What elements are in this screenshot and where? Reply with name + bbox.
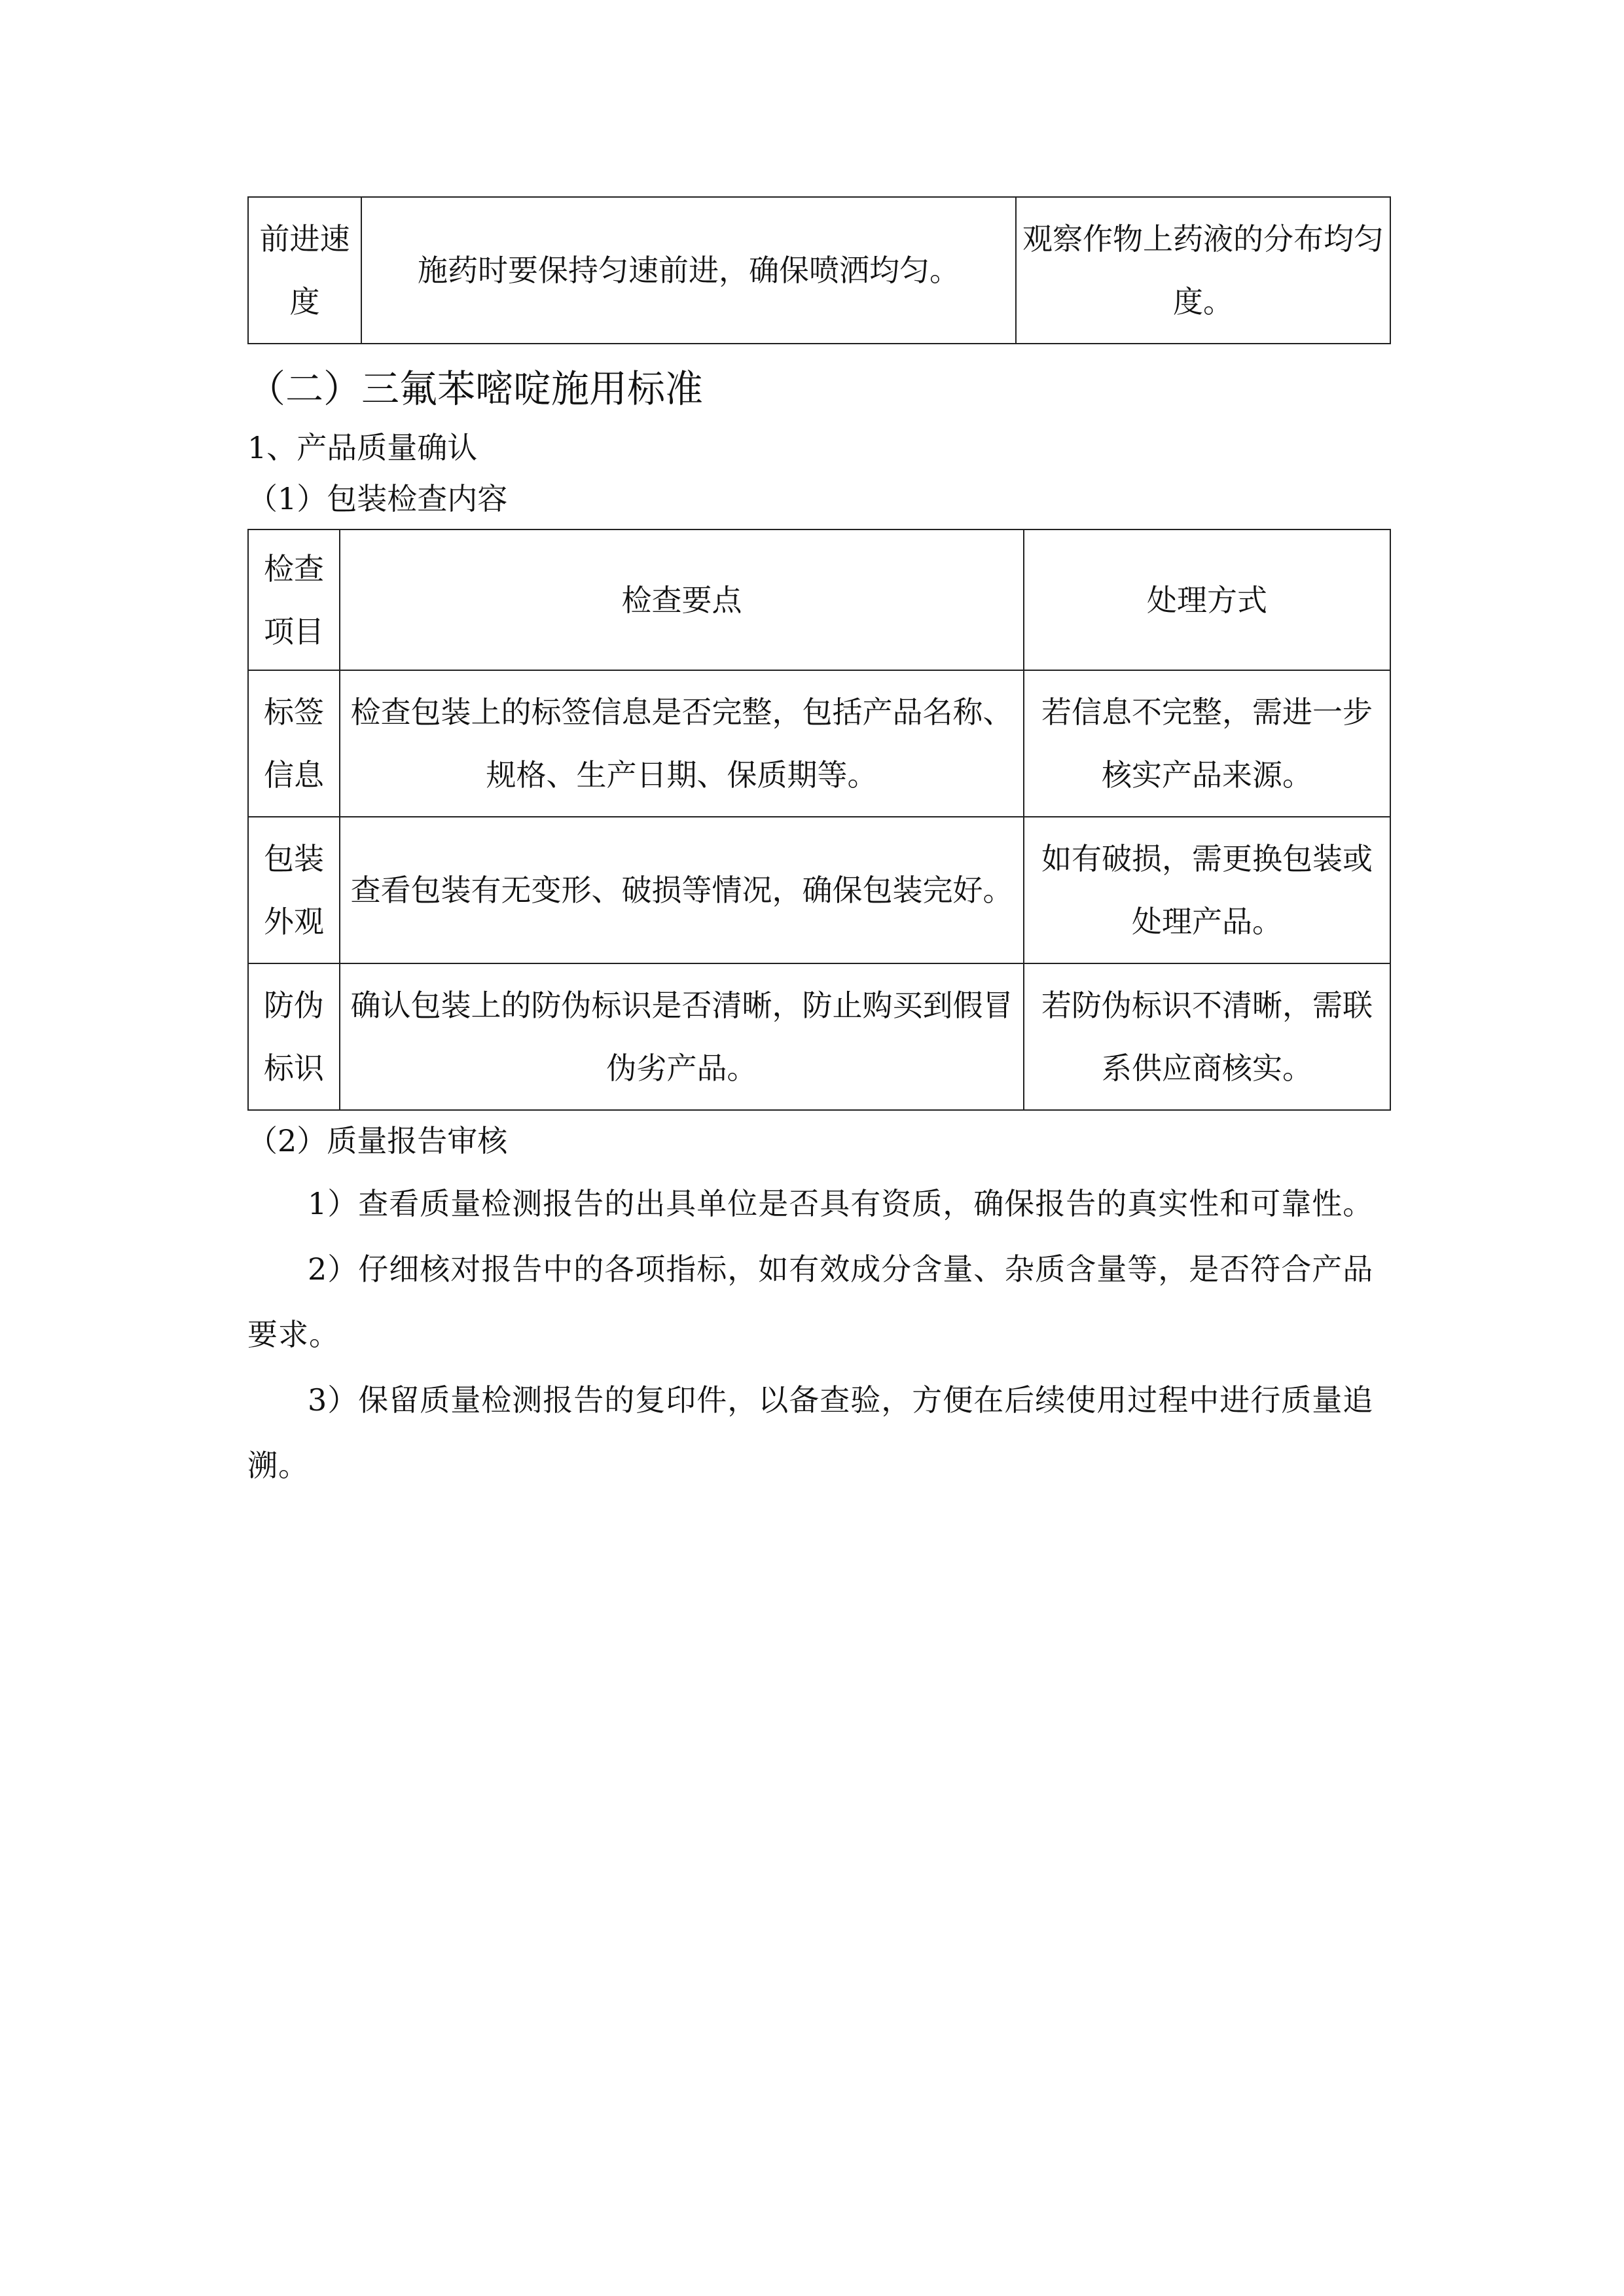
header-action: 处理方式 xyxy=(1024,529,1390,670)
table-row xyxy=(248,817,1390,963)
header-point: 检查要点 xyxy=(340,529,1024,670)
table-row xyxy=(248,670,1390,817)
table-cell-action: 如有破损，需更换包装或处理产品。 xyxy=(1024,817,1390,963)
table-header-row xyxy=(248,529,1390,670)
subsection-heading: 1、产品质量确认 xyxy=(247,430,478,465)
document-page xyxy=(247,196,1390,1498)
table-cell-item: 前进速度 xyxy=(248,197,361,344)
table-cell-item: 标签信息 xyxy=(248,670,340,817)
table-row xyxy=(248,963,1390,1110)
table-cell-item: 防伪标识 xyxy=(248,963,340,1110)
report-item-1: 1）查看质量检测报告的出具单位是否具有资质，确保报告的真实性和可靠性。 xyxy=(308,1186,1374,1221)
table-row xyxy=(248,197,1390,344)
application-method-table xyxy=(247,196,1391,344)
table-cell-point: 查看包装有无变形、破损等情况，确保包装完好。 xyxy=(340,817,1024,963)
packaging-check-table xyxy=(247,529,1391,1111)
report-item-3: 3）保留质量检测报告的复印件，以备查验，方便在后续使用过程中进行质量追溯。 xyxy=(247,1382,1374,1483)
packaging-heading: （1）包装检查内容 xyxy=(247,481,508,516)
report-heading: （2）质量报告审核 xyxy=(247,1123,508,1158)
table-cell-point: 确认包装上的防伪标识是否清晰，防止购买到假冒伪劣产品。 xyxy=(340,963,1024,1110)
section-heading: （二）三氟苯嘧啶施用标准 xyxy=(247,367,704,411)
header-item: 检查项目 xyxy=(248,529,340,670)
table-cell-point: 检查包装上的标签信息是否完整，包括产品名称、规格、生产日期、保质期等。 xyxy=(340,670,1024,817)
table-cell-item: 包装外观 xyxy=(248,817,340,963)
table-cell-action: 若防伪标识不清晰，需联系供应商核实。 xyxy=(1024,963,1390,1110)
report-item-2: 2）仔细核对报告中的各项指标，如有效成分含量、杂质含量等，是否符合产品要求。 xyxy=(247,1251,1374,1352)
table-cell-check: 观察作物上药液的分布均匀度。 xyxy=(1016,197,1390,344)
table-cell-method: 施药时要保持匀速前进，确保喷洒均匀。 xyxy=(361,197,1016,344)
table-cell-action: 若信息不完整，需进一步核实产品来源。 xyxy=(1024,670,1390,817)
